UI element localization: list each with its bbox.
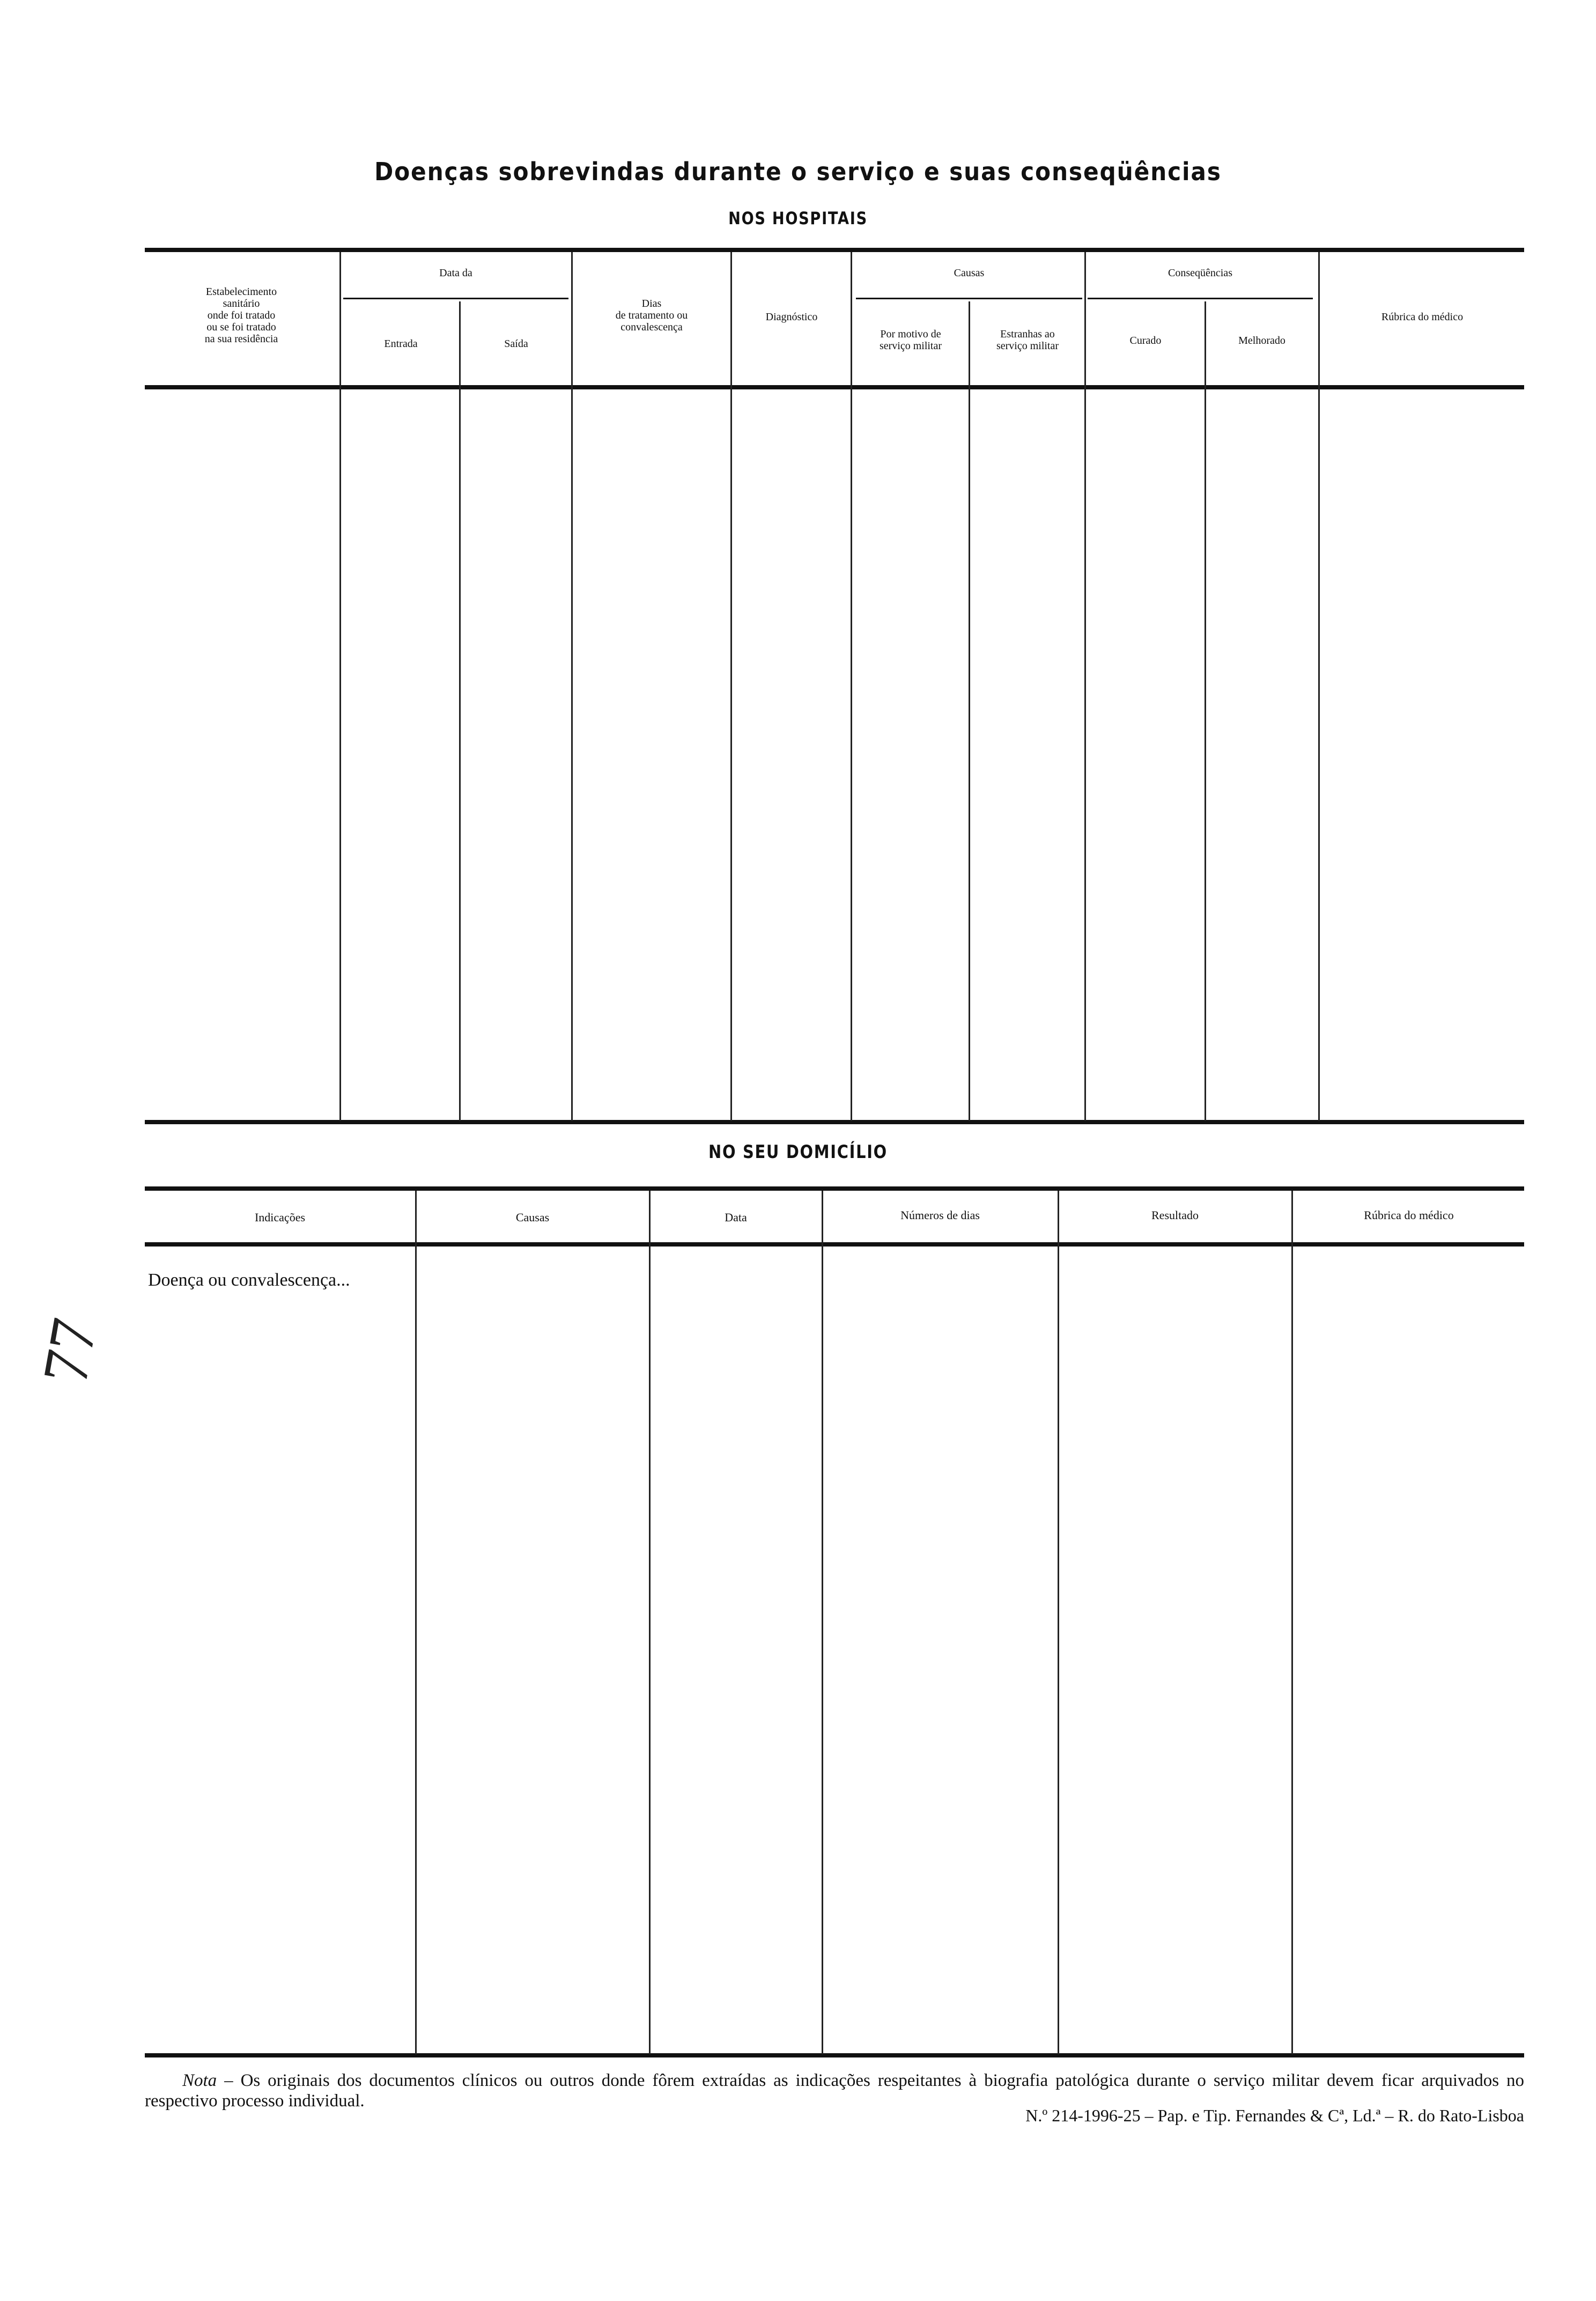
col-header-cured: Curado — [1129, 335, 1162, 346]
col-header-date-group: Data da — [439, 267, 472, 279]
home-table-bottom-rule — [145, 2053, 1524, 2057]
col-header-causes: Causas — [515, 1211, 550, 1224]
col-divider — [1291, 1191, 1293, 2054]
col-divider — [415, 1191, 417, 2054]
page-title: Doenças sobrevindas durante o serviço e suas conseqüências — [374, 157, 1222, 186]
col-header-cause-other: Estranhas ao serviço militar — [996, 328, 1059, 352]
col-divider — [649, 1191, 651, 2054]
subcol-divider — [969, 301, 970, 1121]
col-header-exit: Saída — [504, 338, 528, 350]
date-group-rule — [343, 298, 568, 299]
footnote — [145, 2070, 1524, 2111]
col-divider — [822, 1191, 823, 2054]
col-header-cause-military: Por motivo de serviço militar — [879, 328, 942, 352]
causes-group-rule — [856, 298, 1082, 299]
col-divider — [730, 252, 732, 1121]
col-header-date: Data — [725, 1211, 747, 1224]
subcol-divider — [1205, 301, 1206, 1121]
col-header-entry: Entrada — [384, 338, 418, 350]
col-header-days-number: Números de dias — [900, 1208, 980, 1222]
row-label-illness: Doença ou convalescença... — [148, 1270, 350, 1290]
hospitals-table-header-rule — [145, 385, 1524, 389]
col-header-diagnosis: Diagnóstico — [765, 311, 818, 323]
col-header-signature: Rúbrica do médico — [1381, 311, 1464, 323]
col-divider — [1084, 252, 1086, 1121]
footnote-text: – Os originais dos documentos clínicos ou outros donde fôrem extraídas as indicações respeitantes à biografia patológica durante o serviço militar devem ficar arquivados no respectivo processo individual. — [145, 2071, 1524, 2111]
col-header-result: Resultado — [1151, 1208, 1199, 1222]
consequences-group-rule — [1088, 298, 1313, 299]
col-divider — [339, 252, 341, 1121]
footnote-label: Nota — [182, 2071, 217, 2090]
handwritten-page-number: 77 — [28, 1313, 110, 1389]
subcol-divider — [459, 301, 461, 1121]
col-header-signature: Rúbrica do médico — [1364, 1208, 1454, 1222]
col-header-indications: Indicações — [254, 1211, 306, 1224]
section-hospitals-heading: NOS HOSPITAIS — [728, 208, 868, 228]
col-header-improved: Melhorado — [1238, 335, 1285, 346]
col-divider — [1318, 252, 1320, 1121]
col-divider — [851, 252, 852, 1121]
hospitals-table-top-rule — [145, 248, 1524, 252]
home-table-header-rule — [145, 1242, 1524, 1247]
col-header-consequences-group: Conseqüências — [1168, 267, 1232, 279]
col-header-establishment: Estabelecimento sanitário onde foi tratado ou se foi tratado na sua residência — [204, 286, 278, 345]
col-divider — [1058, 1191, 1059, 2054]
home-table-top-rule — [145, 1186, 1524, 1191]
printer-imprint: N.º 214-1996-25 – Pap. e Tip. Fernandes & Cª, Ld.ª – R. do Rato-Lisboa — [1025, 2106, 1524, 2125]
hospitals-table-bottom-rule — [145, 1120, 1524, 1124]
col-divider — [571, 252, 573, 1121]
col-header-days: Dias de tratamento ou convalescença — [615, 298, 688, 333]
section-home-heading: NO SEU DOMICÍLIO — [708, 1141, 888, 1163]
col-header-causes-group: Causas — [954, 267, 985, 279]
